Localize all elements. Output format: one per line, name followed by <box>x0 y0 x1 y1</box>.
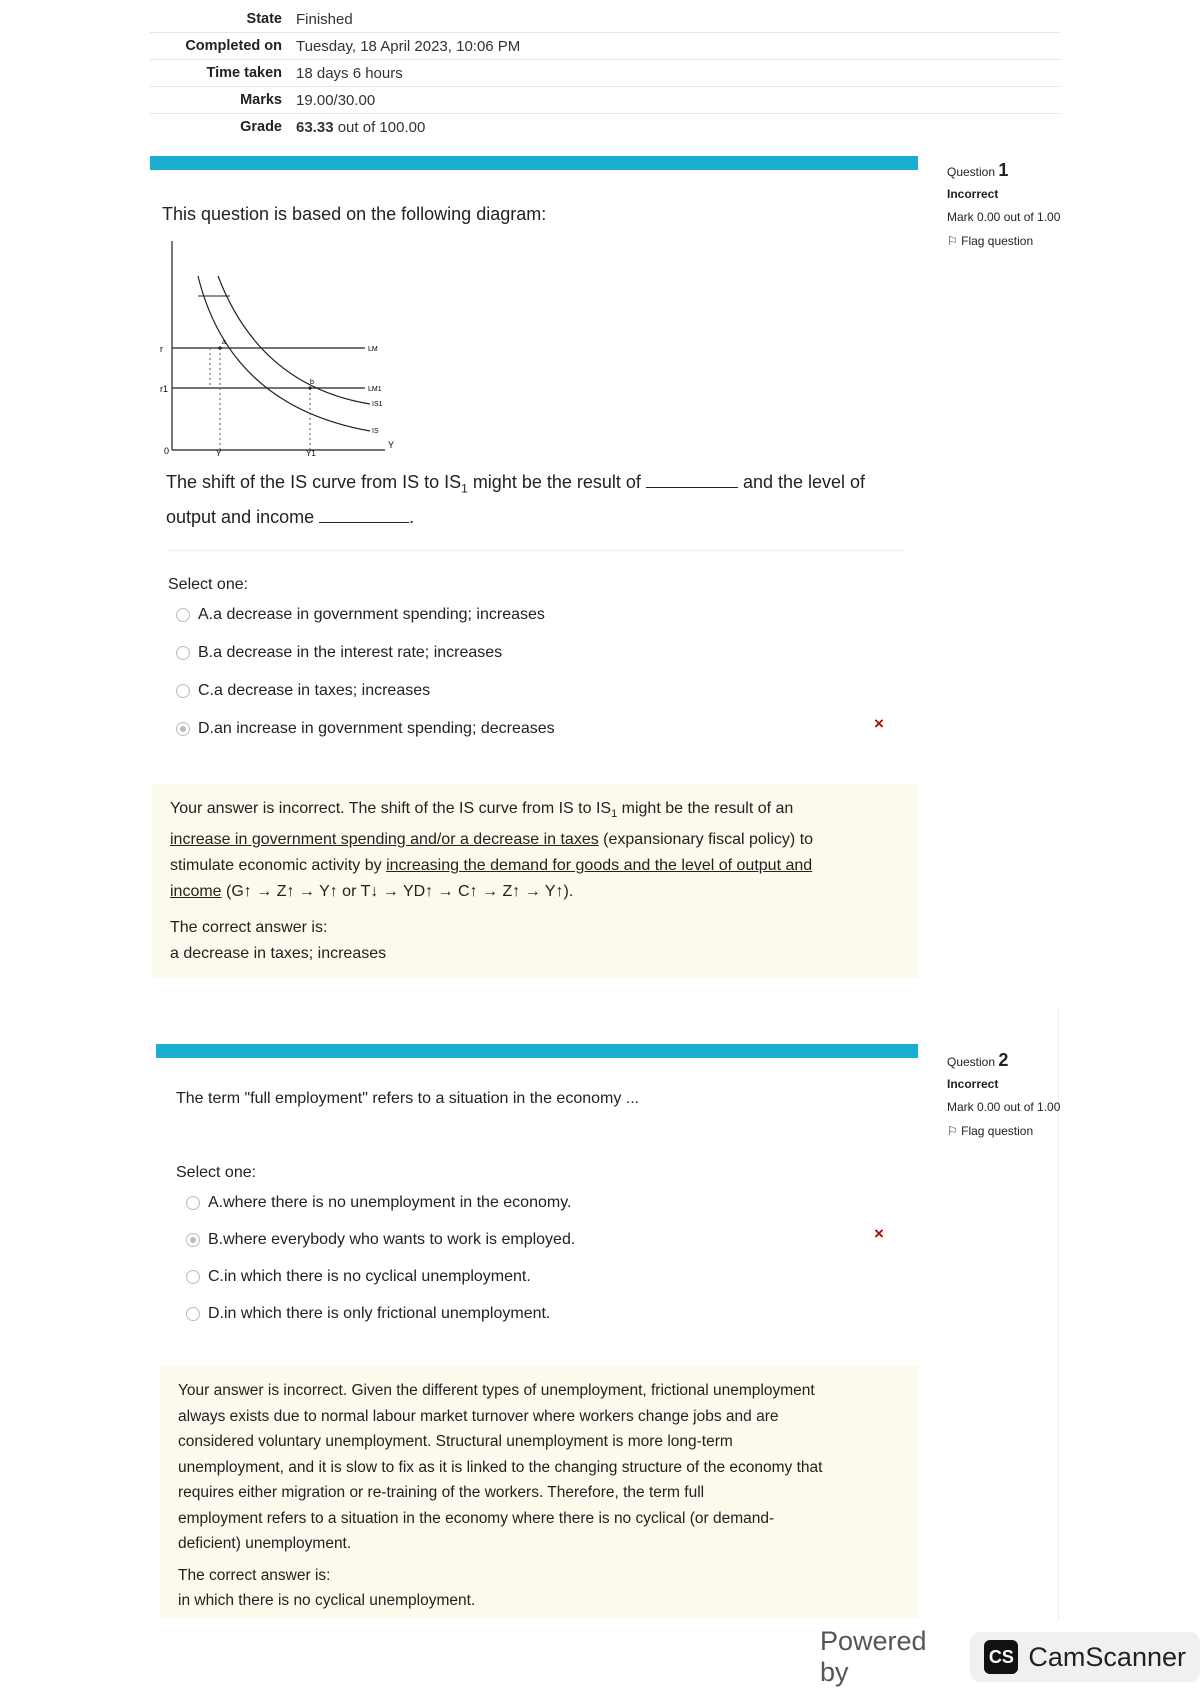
radio-button[interactable] <box>186 1307 200 1321</box>
summary-row-marks: Marks 19.00/30.00 <box>150 87 1060 114</box>
question-2-option-b[interactable]: B. where everybody who wants to work is employed. <box>186 1231 575 1249</box>
question-1-info: Question 1 Incorrect Mark 0.00 out of 1.00 ⚐ Flag question <box>947 160 1067 248</box>
summary-row-grade: Grade 63.33 out of 100.00 <box>240 118 426 136</box>
point-b-label: b <box>310 379 314 386</box>
summary-row-state: State Finished <box>150 6 1060 33</box>
x-axis-label: Y <box>388 440 395 450</box>
question-2-mark: Mark 0.00 out of 1.00 <box>947 1100 1061 1114</box>
question-1-header-bar <box>150 156 918 170</box>
radio-button[interactable] <box>186 1196 200 1210</box>
incorrect-x-icon: × <box>874 1224 884 1243</box>
is-curve-label: IS <box>372 428 379 435</box>
y-axis-label-r1: r1 <box>160 384 169 394</box>
question-1-divider <box>166 550 906 551</box>
x-tick-y: Y <box>216 449 222 456</box>
point-a-dot <box>218 346 221 349</box>
point-b-dot <box>308 386 311 389</box>
correct-answer-text: a decrease in taxes; increases <box>170 945 387 963</box>
flag-icon: ⚐ <box>947 1124 958 1138</box>
question-1-option-b[interactable]: B. a decrease in the interest rate; increases <box>176 644 502 662</box>
question-1-mark: Mark 0.00 out of 1.00 <box>947 210 1061 224</box>
question-2-stem: The term "full employment" refers to a situation in the economy ... <box>176 1090 640 1107</box>
answer-blank-1 <box>646 469 738 488</box>
camscanner-logo-icon: CS <box>984 1640 1018 1674</box>
radio-button-selected[interactable] <box>176 722 190 736</box>
radio-button-selected[interactable] <box>186 1233 200 1247</box>
question-1-option-c[interactable]: C. a decrease in taxes; increases <box>176 682 430 700</box>
correct-answer-text: in which there is no cyclical unemployment. <box>178 1592 476 1609</box>
summary-row-time: Time taken 18 days 6 hours <box>150 60 1060 87</box>
lm1-curve-label: LM1 <box>368 386 382 393</box>
question-2-header-bar <box>156 1044 918 1058</box>
question-2-option-a[interactable]: A. where there is no unemployment in the economy. <box>186 1194 571 1212</box>
flag-question-1[interactable]: ⚐ Flag question <box>947 234 1034 248</box>
is-lm-diagram <box>160 236 420 456</box>
origin-label: 0 <box>164 446 170 456</box>
question-1-intro: This question is based on the following diagram: <box>162 204 547 224</box>
question-1-option-a[interactable]: A. a decrease in government spending; increases <box>176 606 545 624</box>
camscanner-badge: CS CamScanner <box>970 1632 1200 1682</box>
question-1-select-one: Select one: <box>168 576 249 593</box>
question-2-select-one: Select one: <box>176 1164 257 1181</box>
y-axis-label: r <box>160 344 163 354</box>
question-2-option-d[interactable]: D. in which there is only frictional unemployment. <box>186 1305 550 1323</box>
radio-button[interactable] <box>186 1270 200 1284</box>
question-1-state: Incorrect <box>947 187 999 201</box>
question-1-stem: The shift of the IS curve from IS to $IS_1$ might be the result of and the level of output and income . <box>166 468 906 531</box>
radio-button[interactable] <box>176 646 190 660</box>
incorrect-x-icon: × <box>874 714 884 733</box>
question-1-feedback: Your answer is incorrect. The shift of the IS curve from IS to $IS_1$ might be the result of an increase in government spending and/or a decrease in taxes (expansionary fiscal policy) to stimulate economic activity by increasing the demand for goods and the level of output and income (G↑ → Z↑ → Y↑ or T↓ → YD↑ → C↑ → Z↑ → Y↑). The correct answer is: a decrease in taxes; increases <box>152 784 918 978</box>
question-2-option-c[interactable]: C. in which there is no cyclical unemployment. <box>186 1268 531 1286</box>
question-2-info: Question 2 Incorrect Mark 0.00 out of 1.00 ⚐ Flag question <box>947 1050 1067 1138</box>
correct-answer-label: The correct answer is: <box>170 919 328 937</box>
camscanner-watermark: Powered by CS CamScanner <box>820 1626 1200 1688</box>
summary-row-completed: Completed on Tuesday, 18 April 2023, 10:06 PM <box>150 33 1060 60</box>
flag-question-2[interactable]: ⚐ Flag question <box>947 1124 1034 1138</box>
x-tick-y1: Y1 <box>306 449 316 456</box>
radio-button[interactable] <box>176 684 190 698</box>
is1-curve-label: IS1 <box>372 401 383 408</box>
flag-icon: ⚐ <box>947 234 958 248</box>
lm-curve-label: LM <box>368 346 378 353</box>
radio-button[interactable] <box>176 608 190 622</box>
question-1-option-d[interactable]: D. an increase in government spending; decreases <box>176 720 555 738</box>
point-a-label: a <box>222 339 226 346</box>
question-2-feedback: Your answer is incorrect. Given the different types of unemployment, frictional unemployment always exists due to normal labour market turnover where workers change jobs and are considered voluntary unemployment. Structural unemployment is more long-term unemployment, and it is slow to fix as it is linked to the changing structure of the economy that requires either migration or re-training of the workers. Therefore, the term full employment refers to a situation in the economy where there is no cyclical (or demand- deficient) unemployment. The correct answer is: in which there is no cyclical unemployment. <box>160 1366 918 1618</box>
answer-blank-2 <box>319 504 409 523</box>
attempt-summary <box>150 6 1060 140</box>
question-2-state: Incorrect <box>947 1077 999 1091</box>
correct-answer-label: The correct answer is: <box>178 1566 331 1584</box>
